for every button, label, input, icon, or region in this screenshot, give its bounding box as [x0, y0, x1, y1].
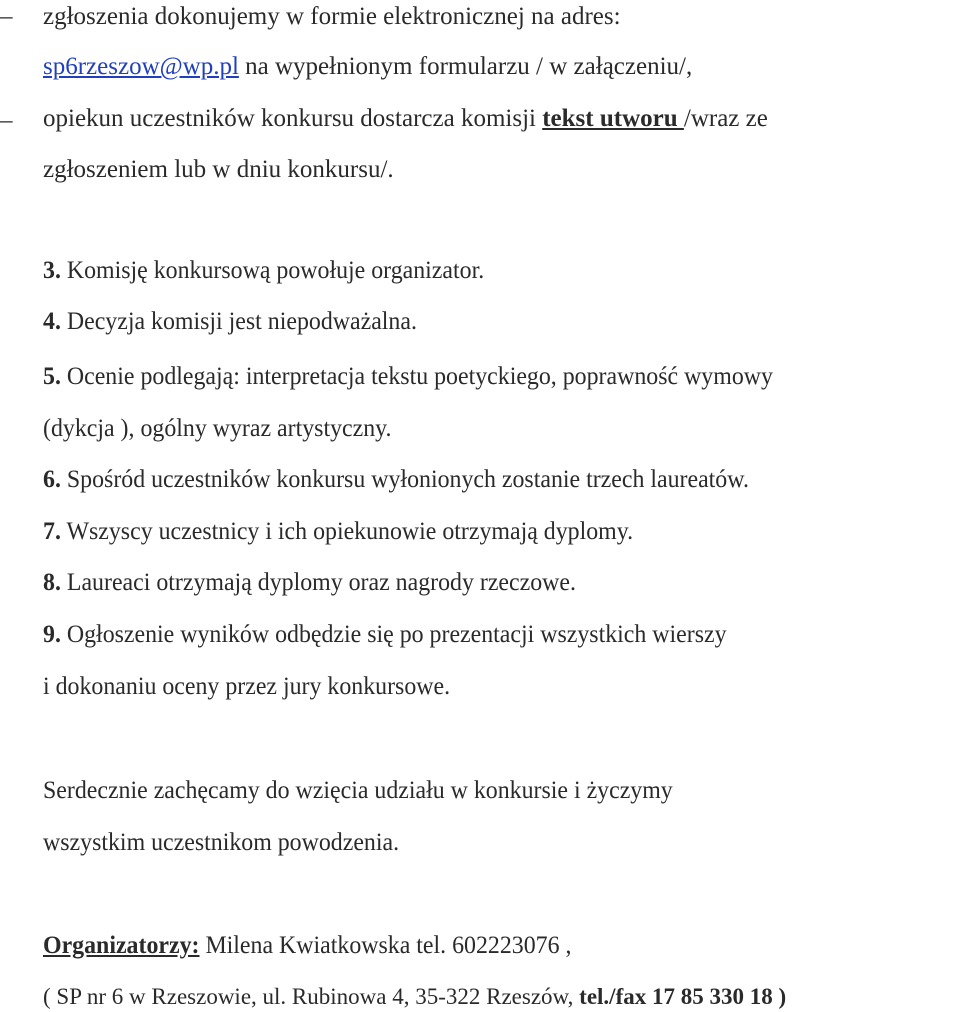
organizers-text: Milena Kwiatkowska tel. 602223076 ,	[199, 932, 572, 959]
closing-text: Serdecznie zachęcamy do wzięcia udziału w konkursie i życzymy	[43, 777, 673, 804]
bullet-dash: –	[0, 107, 13, 134]
bold-underlined-text: tekst utworu	[542, 105, 684, 132]
rule-text: Decyzja komisji jest niepodważalna.	[60, 308, 417, 335]
rule-number: 4.	[43, 308, 61, 335]
rule-number: 5.	[43, 363, 61, 390]
rule-item	[43, 307, 417, 337]
rule-text: i dokonaniu oceny przez jury konkursowe.	[43, 673, 451, 700]
rule-text: Komisję konkursową powołuje organizator.	[60, 257, 485, 284]
rule-item	[43, 620, 727, 650]
bullet-line	[43, 2, 621, 32]
closing-text: wszystkim uczestnikom powodzenia.	[43, 829, 400, 856]
rule-continuation	[43, 414, 392, 444]
rule-item	[43, 362, 773, 392]
rule-item	[43, 517, 633, 547]
phone-fax: tel./fax 17 85 330 18	[579, 984, 773, 1009]
rule-text: Ocenie podlegają: interpretacja tekstu poetyckiego, poprawność wymowy	[60, 363, 773, 390]
bullet-line	[43, 104, 768, 134]
bullet-text: zgłoszeniem lub w dniu konkursu/.	[43, 156, 394, 183]
bullet-dash: –	[0, 3, 13, 30]
rule-text: Wszyscy uczestnicy i ich opiekunowie otrzymają dyplomy.	[60, 518, 634, 545]
closing-line	[43, 828, 399, 858]
rule-number: 6.	[43, 466, 61, 493]
address-text: ( SP nr 6 w Rzeszowie, ul. Rubinowa 4, 35-322 Rzeszów,	[43, 984, 580, 1009]
rule-number: 9.	[43, 621, 61, 648]
bullet-text: opiekun uczestników konkursu dostarcza komisji	[43, 105, 543, 132]
bullet-line	[43, 52, 692, 82]
rule-text: Ogłoszenie wyników odbędzie się po prezentacji wszystkich wierszy	[60, 621, 727, 648]
rule-text: Laureaci otrzymają dyplomy oraz nagrody rzeczowe.	[60, 569, 576, 596]
rule-item	[43, 568, 576, 598]
organizers-label: Organizatorzy:	[43, 932, 200, 959]
rule-number: 7.	[43, 518, 61, 545]
rule-number: 3.	[43, 257, 61, 284]
address-line	[43, 982, 786, 1012]
rule-text: (dykcja ), ogólny wyraz artystyczny.	[43, 415, 392, 442]
bullet-line	[43, 155, 394, 185]
rule-item	[43, 256, 484, 286]
rule-number: 8.	[43, 569, 61, 596]
address-close: )	[772, 984, 787, 1009]
bullet-text: zgłoszenia dokonujemy w formie elektronicznej na adres:	[43, 3, 621, 30]
organizers-line	[43, 931, 571, 961]
rule-text: Spośród uczestników konkursu wyłonionych zostanie trzech laureatów.	[60, 466, 749, 493]
closing-line	[43, 776, 673, 806]
rule-item	[43, 465, 749, 495]
rule-continuation	[43, 672, 450, 702]
email-link[interactable]: sp6rzeszow@wp.pl	[43, 53, 239, 80]
bullet-text: /wraz ze	[683, 105, 768, 132]
bullet-text: na wypełnionym formularzu / w załączeniu/,	[238, 53, 693, 80]
